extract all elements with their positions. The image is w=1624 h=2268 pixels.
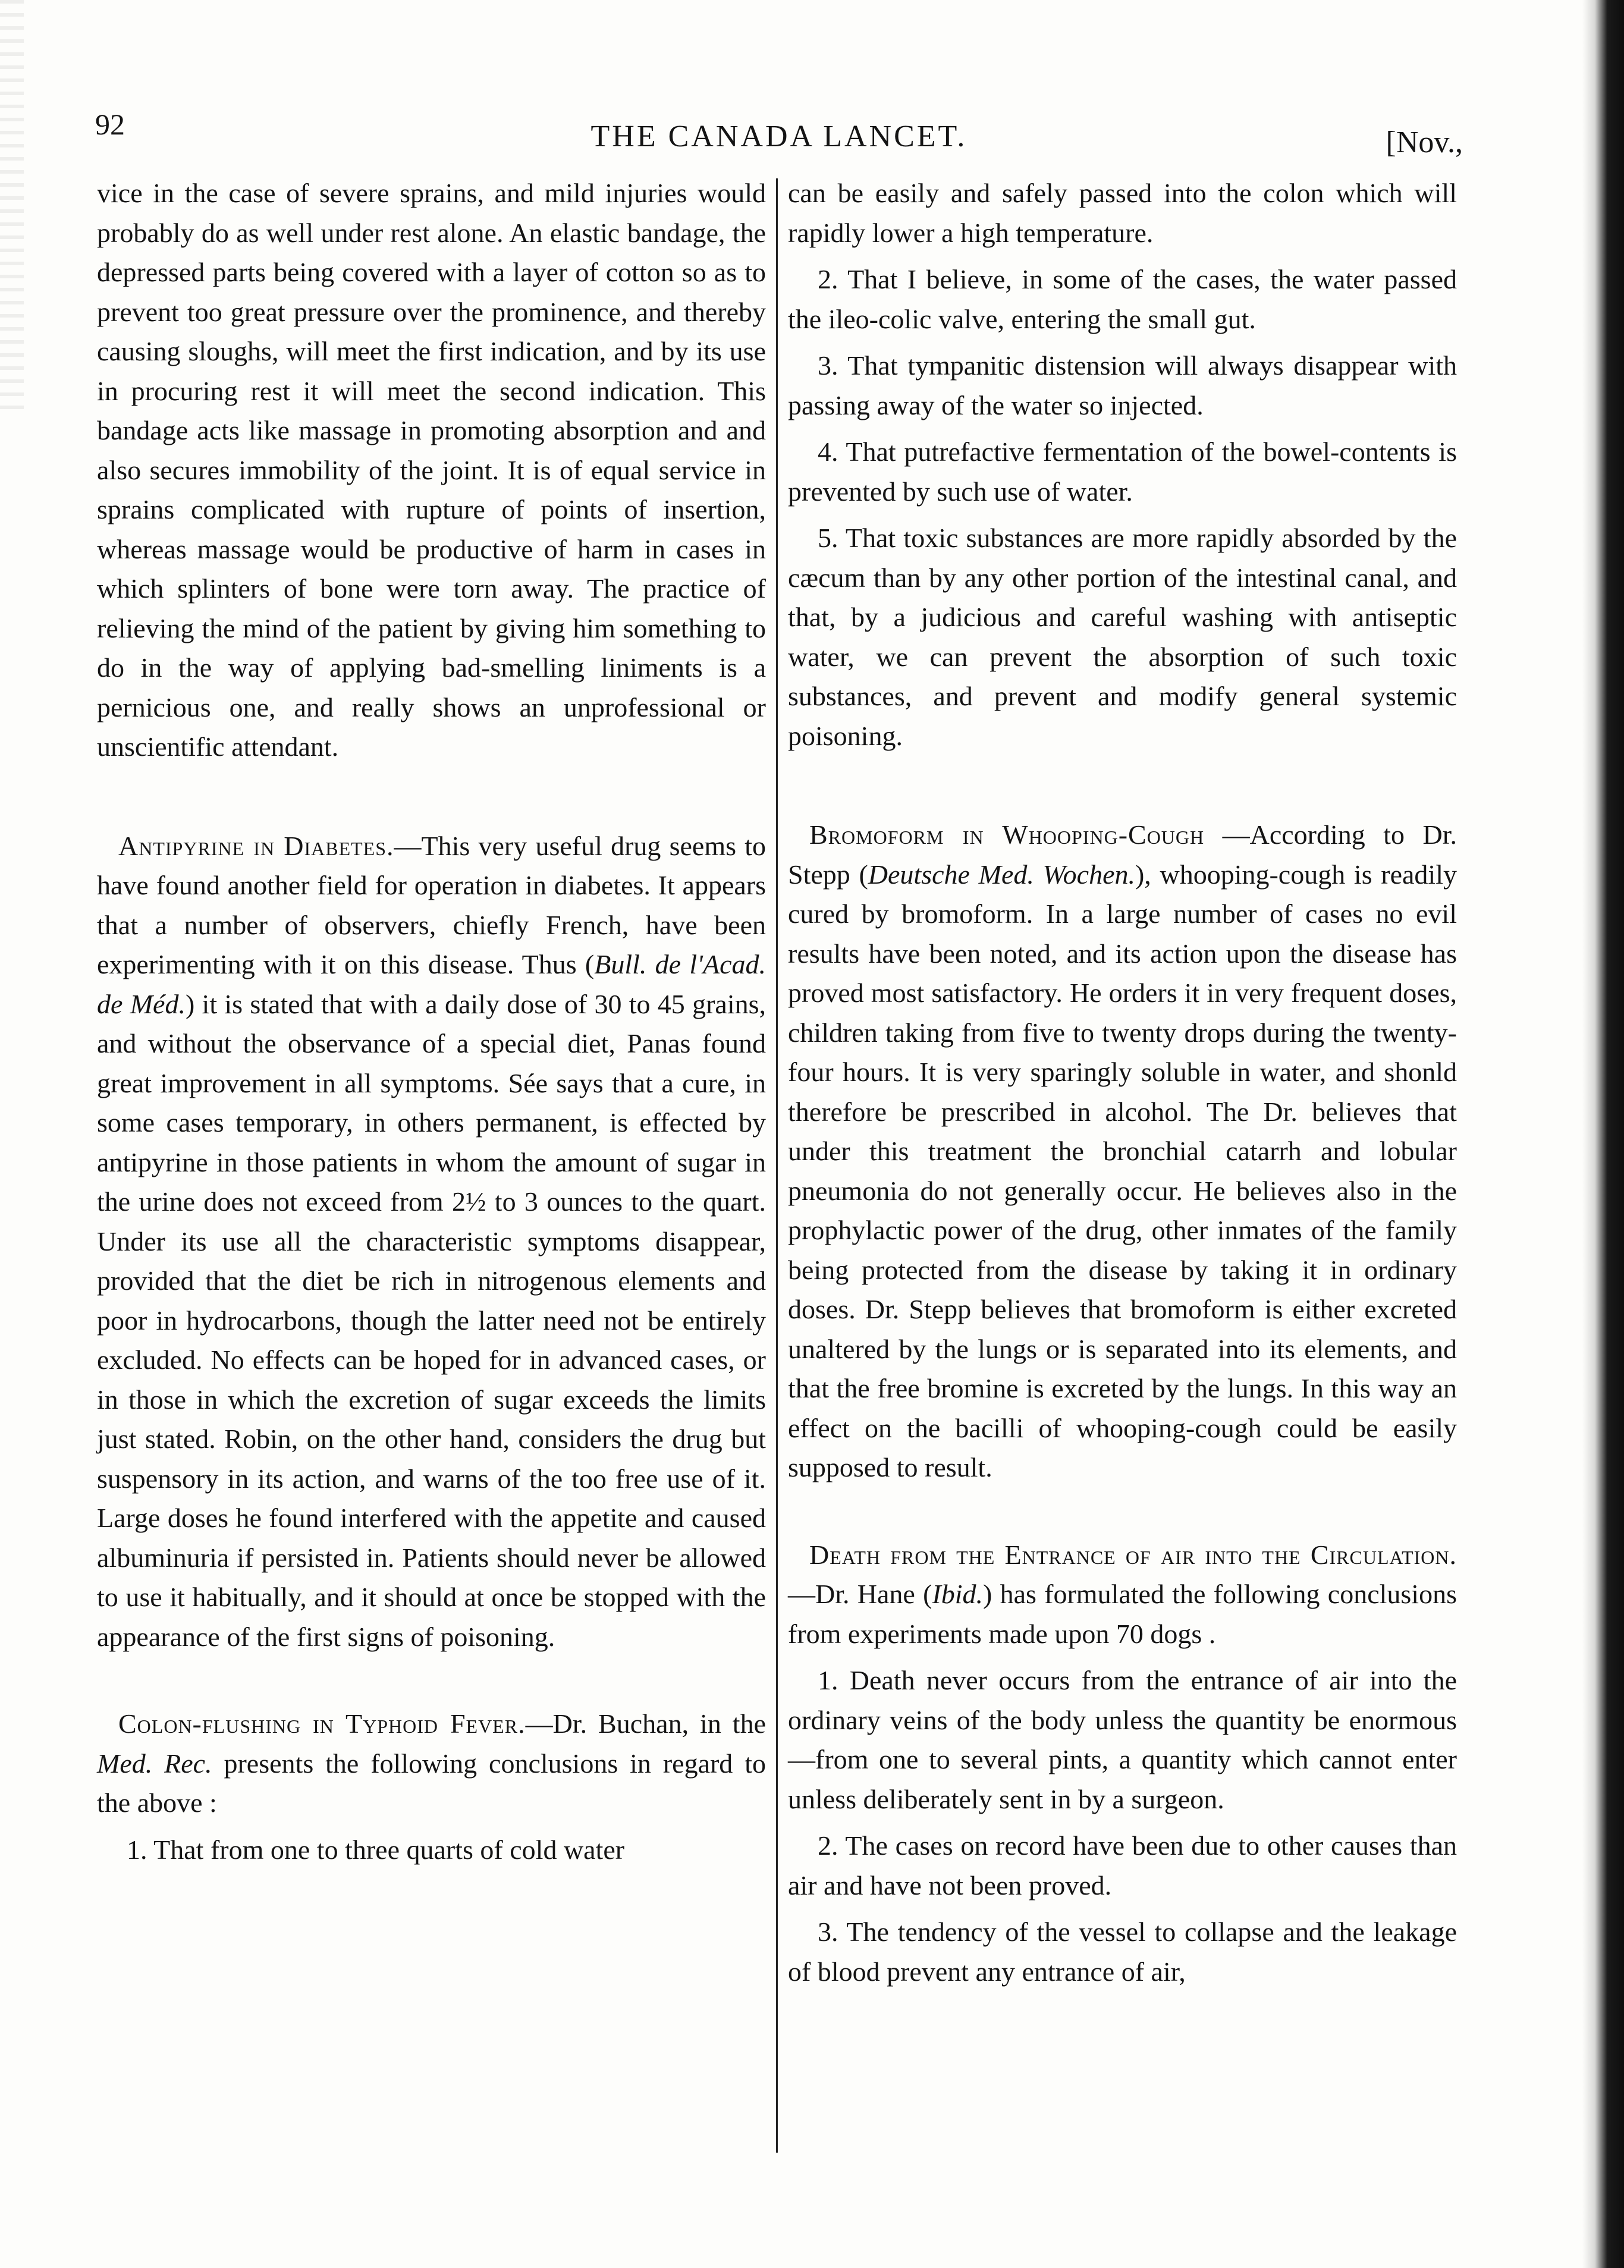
death-air-item-2: 2. The cases on record have been due to other causes than air and have not been proved.: [788, 1830, 1457, 1901]
bromoform-article: [788, 815, 1457, 1488]
scan-edge-left: [0, 0, 24, 416]
death-air-text-2: ) has formulated the following conclusions from experiments made upon 70 dogs .: [788, 1579, 1457, 1649]
colon-source: Med. Rec.: [97, 1748, 212, 1779]
bromoform-title: Bromoform in Whooping-Cough: [809, 819, 1205, 850]
death-air-text-1: —Dr. Hane (: [788, 1579, 932, 1609]
antipyrine-text-1: —This very useful drug seems to have found another field for operation in diabetes. It appears that a number of observers, chiefly French, have been experimenting with it on this disease. Thus (: [97, 830, 766, 979]
issue-month: [Nov.,: [1386, 125, 1463, 159]
left-column: [97, 174, 766, 2184]
colon-text-1: —Dr. Buchan, in the: [525, 1708, 766, 1739]
antipyrine-source: Bull. de l'Acad. de Méd.: [97, 949, 766, 1019]
journal-title: THE CANADA LANCET.: [590, 120, 968, 153]
colon-item-3: 3. That tympanitic distension will always disappear with passing away of the water so injected.: [788, 350, 1457, 420]
death-air-source: Ibid.: [932, 1579, 983, 1609]
bromoform-text-1: —According to Dr. Stepp (: [788, 819, 1457, 890]
colon-item-1-continued: can be easily and safely passed into the colon which will rapidly lower a high temperature.: [788, 178, 1457, 248]
colon-item-4: 4. That putrefactive fermentation of the bowel-contents is prevented by such use of water.: [788, 436, 1457, 507]
colon-item-2: 2. That I believe, in some of the cases, the water passed the ileo-colic valve, entering the small gut.: [788, 264, 1457, 334]
antipyrine-text-2: ) it is stated that with a daily dose of 30 to 45 grains, and without the observance of a special diet, Panas found great improvement in all symptoms. Sée says that a cure, in some cases temporary, in others permanent, is effected by antipyrine in those patients in whom the amount of sugar in the urine does not exceed from 2½ to 3 ounces to the quart. Under its use all the characteristic symptoms disappear, provided that the diet be rich in nitrogenous elements and poor in hydrocarbons, though the latter need not be entirely excluded. No effects can be hoped for in advanced cases, or in those in which the excretion of sugar exceeds the limits just stated. Robin, on the other hand, considers the drug but suspensory in its action, and warns of the too free use of it. Large doses he found interfered with the appetite and caused albuminuria if persisted in. Patients should never be allowed to use it habitually, and it should at once be stopped with the appearance of the first signs of poisoning.: [97, 988, 767, 1652]
colon-article: [97, 1704, 766, 1823]
scan-edge-right: [1582, 0, 1624, 2268]
sprains-paragraph: vice in the case of severe sprains, and mild injuries would probably do as well under rest alone. An elastic bandage, the depressed parts being covered with a layer of cotton so as to prevent too great pressure over the prominence, and thereby causing sloughs, will meet the first indication, and by its use in procuring rest it will meet the second indication. This bandage acts like massage in promoting absorption and and also secures immobility of the joint. It is of equal service in sprains complicated with rupture of points of insertion, whereas massage would be productive of harm in cases in which splinters of bone were torn away. The practice of relieving the mind of the patient by giving him something to do in the way of applying bad-smelling liniments is a pernicious one, and really shows an unprofessional or unscientific attendant.: [97, 178, 766, 762]
page-number: 92: [95, 108, 125, 141]
death-air-article: [788, 1535, 1457, 1654]
antipyrine-article: [97, 827, 766, 1657]
bromoform-source: Deutsche Med. Wochen.: [868, 859, 1135, 890]
death-air-title: Death from the Entrance of air into the Circulation.: [809, 1539, 1457, 1570]
right-column: [788, 174, 1457, 2184]
colon-item-1: 1. That from one to three quarts of cold water: [127, 1834, 625, 1865]
colon-title: Colon-flushing in Typhoid Fever.: [118, 1708, 526, 1739]
death-air-item-1: 1. Death never occurs from the entrance of air into the ordinary veins of the body unless the quantity be enormous—from one to several pints, a quantity which cannot enter unless deliberately sent in by a surgeon.: [788, 1665, 1457, 1814]
column-divider: [776, 178, 778, 2153]
antipyrine-title: Antipyrine in Diabetes.: [118, 830, 394, 861]
colon-text-2: presents the following conclusions in regard to the above :: [97, 1748, 766, 1818]
page-header: [95, 107, 1463, 167]
bromoform-text-2: ), whooping-cough is readily cured by bromoform. In a large number of cases no evil results have been noted, and its action upon the disease has proved most satisfactory. He orders it in very frequent doses, children taking from five to twenty drops during the twenty-four hours. It is very sparingly soluble in water, and shonld therefore be prescribed in alcohol. The Dr. believes that under this treatment the bronchial catarrh and lobular pneumonia do not generally occur. He believes also in the prophylactic power of the drug, other inmates of the family being protected from the disease by taking it in ordinary doses. Dr. Stepp believes that bromoform is either excreted unaltered by the lungs or is separated into its elements, and that the free bromine is excreted by the lungs. In this way an effect on the bacilli of whooping-cough could be easily supposed to result.: [788, 859, 1457, 1482]
colon-item-5: 5. That toxic substances are more rapidly absorded by the cæcum than by any other portion of the intestinal canal, and that, by a judicious and careful washing with antiseptic water, we can prevent the absorption of such toxic substances, and prevent and modify general systemic poisoning.: [788, 523, 1457, 751]
death-air-item-3: 3. The tendency of the vessel to collapse and the leakage of blood prevent any entrance of air,: [788, 1917, 1457, 1987]
